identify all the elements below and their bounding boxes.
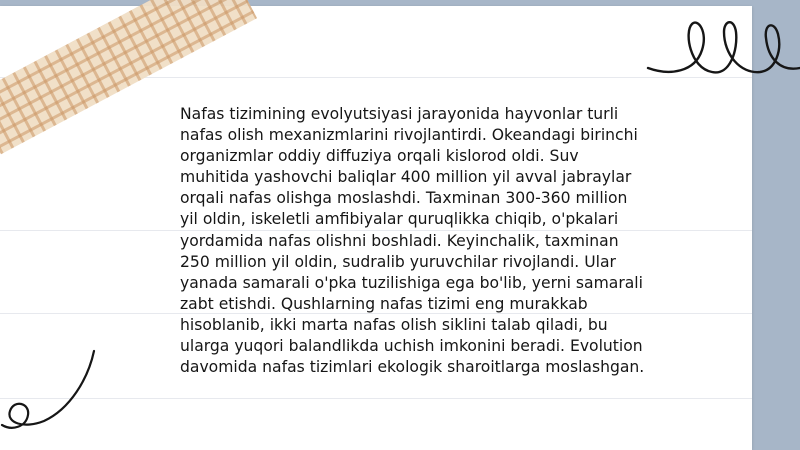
- ruled-line: [0, 398, 752, 399]
- body-paragraph: Nafas tizimining evolyutsiyasi jarayonida hayvonlar turli nafas olish mexanizmlarini rivojlantirdi. Okeandagi birinchi organizmlar oddiy diffuziya orqali kislorod oldi. Suv muhitida yashovchi baliqlar 400 million yil avval jabraylar orqali nafas olishga moslashdi. Taxminan 300-360 million yil oldin, iskeletli amfibiyalar quruqlikka chiqib, o'pkalari yordamida nafas olishni boshladi. Keyinchalik, taxminan 250 million yil oldin, sudralib yuruvchilar rivojlandi. Ular yanada samarali o'pka tuzilishiga ega bo'lib, yerni samarali zabt etishdi. Qushlarning nafas tizimi eng murakkab hisoblanib, ikki marta nafas olish siklini talab qiladi, bu ularga yuqori balandlikda uchish imkonini beradi. Evolution davomida nafas tizimlari ekologik sharoitlarga moslashgan.: [180, 105, 645, 377]
- swirl-doodle-bottom-left: [0, 345, 110, 435]
- loop-doodle-top-right: [640, 10, 800, 90]
